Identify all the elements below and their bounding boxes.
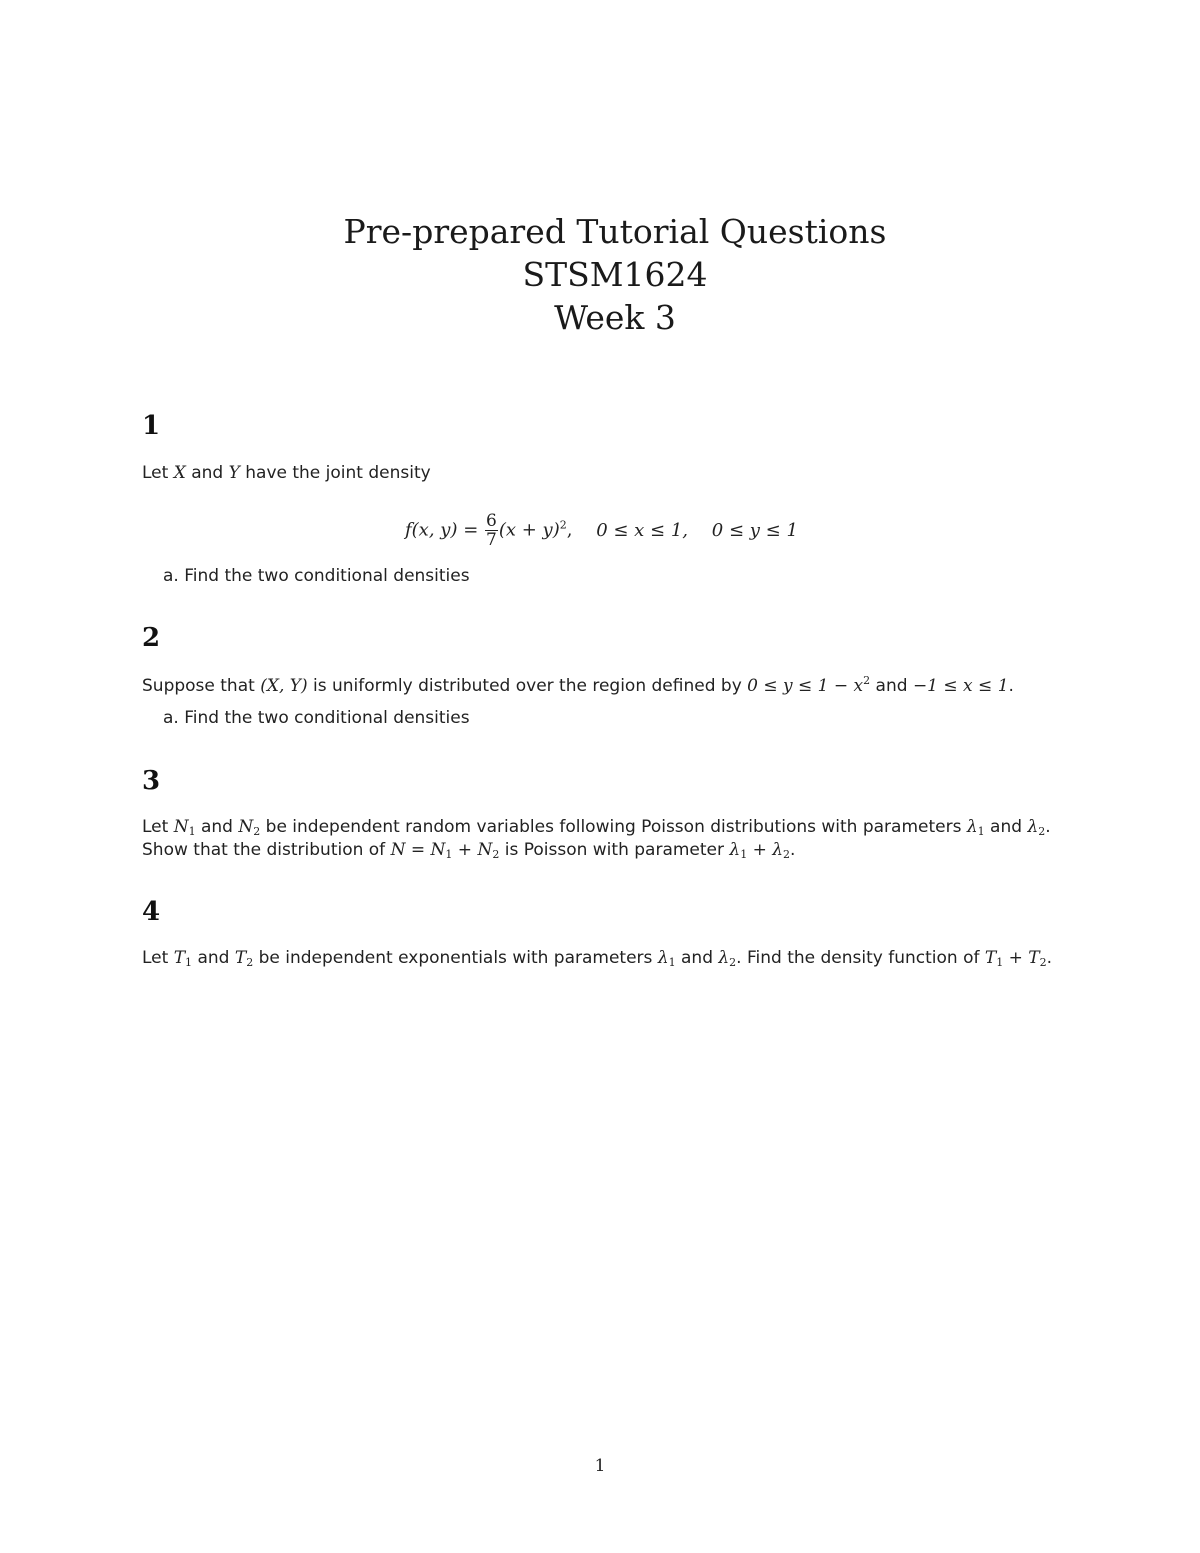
course-code: STSM1624	[522, 255, 708, 294]
subscript: 2	[729, 956, 737, 969]
exponent: 2	[559, 518, 567, 532]
question-2-number: 2	[142, 623, 161, 653]
text-run: Let	[142, 463, 174, 483]
subscript: 2	[1038, 825, 1046, 838]
fraction-numerator: 6	[486, 511, 497, 531]
text-run: is Poisson with parameter	[499, 840, 730, 860]
text-run: .	[1045, 817, 1051, 837]
math-var: T	[173, 948, 186, 968]
subscript: 2	[783, 848, 791, 861]
document-title: Pre-prepared Tutorial Questions	[343, 212, 887, 251]
text-run: and	[192, 948, 235, 968]
joint-density-equation	[405, 512, 798, 549]
math-expr: 0 ≤ y ≤ 1 − x	[747, 676, 864, 696]
text-run: be independent exponentials with parameters	[253, 948, 658, 968]
math-var: Y	[228, 463, 240, 483]
text-run: have the joint density	[239, 463, 431, 483]
subscript: 1	[740, 848, 748, 861]
subscript: 1	[445, 848, 453, 861]
subscript: 1	[185, 956, 193, 969]
math-expr: (X, Y)	[260, 676, 308, 696]
question-2-text	[142, 674, 1014, 696]
question-4-number: 4	[142, 897, 161, 927]
subscript: 1	[996, 956, 1004, 969]
week-label: Week 3	[554, 298, 676, 337]
math-expr: + T	[1003, 948, 1040, 968]
text-run: Let	[142, 948, 174, 968]
math-var: T	[984, 948, 997, 968]
subscript: 2	[492, 848, 500, 861]
page-number: 1	[594, 1456, 606, 1476]
question-4-line-1	[142, 948, 1052, 969]
text-run: .	[1008, 676, 1014, 696]
math-var: N	[173, 817, 189, 837]
math-var: λ	[1027, 817, 1039, 837]
math-expr: −1 ≤ x ≤ 1	[912, 676, 1009, 696]
subscript: 2	[246, 956, 254, 969]
text-run: Show that the distribution of	[142, 840, 391, 860]
text-run: .	[1046, 948, 1053, 968]
text-run: is uniformly distributed over the region defined by	[307, 676, 748, 696]
question-2-item-a: a. Find the two conditional densities	[163, 708, 470, 728]
text-run: . Find the density function of	[736, 948, 985, 968]
text-run: Suppose that	[142, 676, 261, 696]
math-expr: N = N	[390, 840, 446, 860]
text-run: Let	[142, 817, 174, 837]
math-expr: + N	[452, 840, 493, 860]
subscript: 2	[253, 825, 261, 838]
fraction	[485, 512, 498, 549]
equation-lhs: f(x, y) =	[405, 519, 479, 541]
equation-body: (x + y)	[498, 519, 560, 541]
text-run: .	[790, 840, 796, 860]
subscript: 1	[188, 825, 196, 838]
math-var: λ	[718, 948, 730, 968]
math-var: N	[238, 817, 254, 837]
subscript: 1	[977, 825, 985, 838]
subscript: 1	[668, 956, 676, 969]
fraction-denominator: 7	[486, 530, 497, 550]
exponent: 2	[863, 674, 871, 687]
subscript: 2	[1039, 956, 1047, 969]
question-1-number: 1	[142, 411, 161, 441]
text-run: be independent random variables following Poisson distributions with parameters	[260, 817, 967, 837]
math-var: λ	[966, 817, 978, 837]
math-expr: + λ	[747, 840, 784, 860]
separator: ,	[566, 519, 573, 541]
math-var: λ	[657, 948, 669, 968]
condition-x: 0 ≤ x ≤ 1,	[596, 519, 689, 541]
question-3-number: 3	[142, 766, 161, 796]
text-run: and	[195, 817, 239, 837]
text-run: and	[185, 463, 229, 483]
title-block	[0, 210, 1200, 339]
text-run: and	[984, 817, 1028, 837]
math-var: λ	[729, 840, 741, 860]
math-var: T	[234, 948, 247, 968]
text-run: and	[675, 948, 719, 968]
condition-y: 0 ≤ y ≤ 1	[711, 519, 798, 541]
question-3-line-1	[142, 817, 1051, 838]
math-var: X	[173, 463, 186, 483]
text-run: and	[870, 676, 913, 696]
question-1-intro	[142, 463, 431, 483]
question-3-line-2	[142, 840, 795, 861]
question-1-item-a: a. Find the two conditional densities	[163, 566, 470, 586]
